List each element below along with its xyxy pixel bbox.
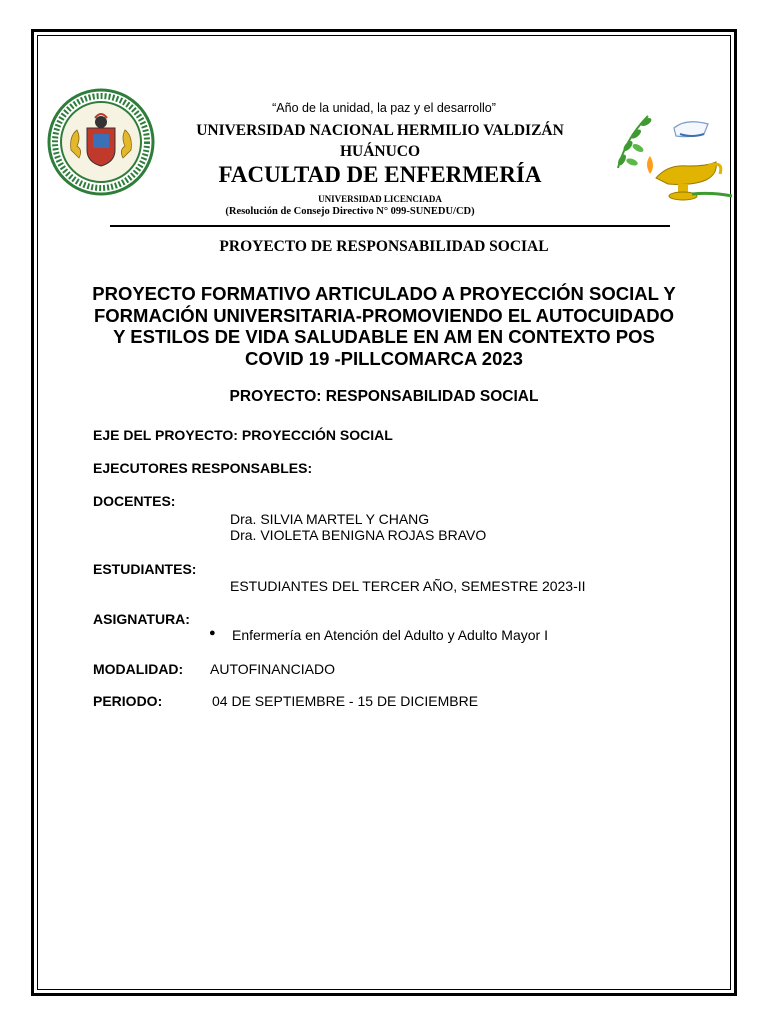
university-name-block [150, 120, 610, 162]
subject-bullet: ● [209, 627, 216, 639]
modality-label: MODALIDAD: [93, 661, 184, 677]
students-value: ESTUDIANTES DEL TERCER AÑO, SEMESTRE 2023-II [230, 578, 586, 594]
header-divider [110, 225, 670, 227]
resolution-text: (Resolución de Consejo Directivo N° 099-SUNEDU/CD) [225, 206, 475, 217]
students-label: ESTUDIANTES: [93, 561, 197, 577]
teacher-1: Dra. SILVIA MARTEL Y CHANG [230, 511, 430, 527]
faculty-name: FACULTAD DE ENFERMERÍA [218, 162, 542, 187]
modality-value: AUTOFINANCIADO [210, 661, 335, 677]
licensed-label: UNIVERSIDAD LICENCIADA [318, 194, 442, 204]
university-name: UNIVERSIDAD NACIONAL HERMILIO VALDIZÁN [196, 122, 564, 139]
teacher-2: Dra. VIOLETA BENIGNA ROJAS BRAVO [230, 527, 487, 543]
period-label: PERIODO: [93, 693, 163, 709]
nursing-lamp-logo [608, 108, 738, 208]
university-city: HUÁNUCO [339, 143, 421, 160]
project-subtitle: PROYECTO: RESPONSABILIDAD SOCIAL [229, 388, 539, 405]
project-title: PROYECTO FORMATIVO ARTICULADO A PROYECCIÓN SOCIAL Y FORMACIÓN UNIVERSITARIA-PROMOVIENDO EL AUTOCUIDADO Y ESTILOS DE VIDA SALUDABLE EN AM EN CONTEXTO POS COVID 19 -PILLCOMARCA 2023 [92, 283, 676, 369]
subject-value: Enfermería en Atención del Adulto y Adulto Mayor I [232, 627, 548, 643]
period-value: 04 DE SEPTIEMBRE - 15 DE DICIEMBRE [212, 693, 479, 709]
subject-label: ASIGNATURA: [93, 611, 190, 627]
executors-label: EJECUTORES RESPONSABLES: [93, 460, 313, 476]
teachers-label: DOCENTES: [93, 493, 176, 509]
project-header: PROYECTO DE RESPONSABILIDAD SOCIAL [219, 238, 549, 255]
project-axis: EJE DEL PROYECTO: PROYECCIÓN SOCIAL [93, 427, 393, 443]
year-motto: “Año de la unidad, la paz y el desarrollo” [272, 101, 496, 115]
